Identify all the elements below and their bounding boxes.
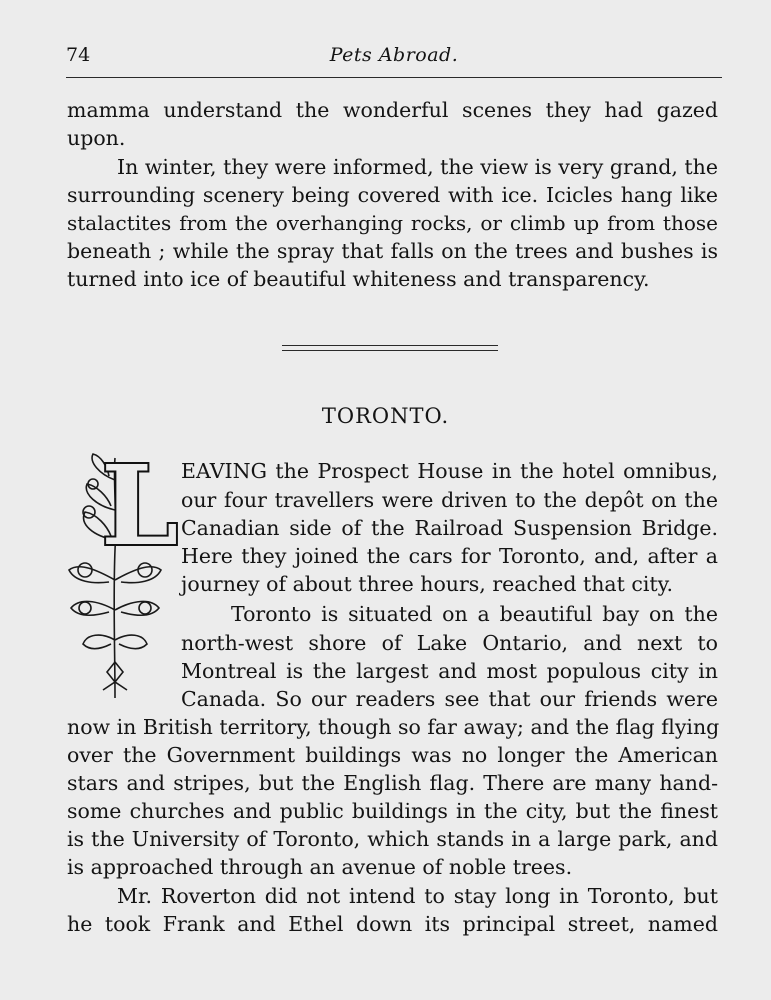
paragraph-line: mamma understand the wonderful scenes they had gazed [67,98,718,122]
paragraph-line: beneath ; while the spray that falls on the trees and bushes is [67,239,718,263]
paragraph-line: now in British territory, though so far away; and the flag flying [67,715,720,739]
paragraph-line: our four travellers were driven to the depôt on the [181,488,718,512]
paragraph-line: journey of about three hours, reached that city. [181,572,674,596]
ornamental-drop-cap [63,441,179,700]
paragraph-line: upon. [67,126,126,150]
paragraph-line: Mr. Roverton did not intend to stay long in Toronto, but [117,884,718,908]
drop-cap-letter: L [101,441,179,570]
paragraph-line: is the University of Toronto, which stands in a large park, and [67,827,718,851]
section-divider [282,345,498,352]
paragraph-line: Here they joined the cars for Toronto, and, after a [181,544,718,568]
header-rule [66,77,722,78]
paragraph-line: he took Frank and Ethel down its principal street, named [67,912,718,936]
paragraph-line: Canada. So our readers see that our friends were [181,687,718,711]
page-number: 74 [66,44,91,66]
paragraph-line: over the Government buildings was no longer the American [67,743,718,767]
running-title: Pets Abroad. [329,44,459,66]
paragraph-line: Canadian side of the Railroad Suspension Bridge. [181,516,718,540]
paragraph-line: some churches and public buildings in the city, but the finest [67,799,718,823]
section-title: TORONTO. [321,404,450,428]
paragraph-line: north-west shore of Lake Ontario, and next to [181,631,718,655]
page-header [66,44,722,74]
paragraph-line: EAVING the Prospect House in the hotel omnibus, [181,459,718,483]
paragraph-line: stalactites from the overhanging rocks, or climb up from those [67,211,718,235]
paragraph-line: In winter, they were informed, the view is very grand, the [117,155,718,179]
paragraph-line: Montreal is the largest and most populous city in [181,659,718,683]
paragraph-line: Toronto is situated on a beautiful bay on the [231,602,718,626]
paragraph-line: turned into ice of beautiful whiteness and transparency. [67,267,650,291]
paragraph-line: surrounding scenery being covered with ice. Icicles hang like [67,183,718,207]
paragraph-line: stars and stripes, but the English flag. There are many hand- [67,771,718,795]
paragraph-line: is approached through an avenue of noble trees. [67,855,573,879]
